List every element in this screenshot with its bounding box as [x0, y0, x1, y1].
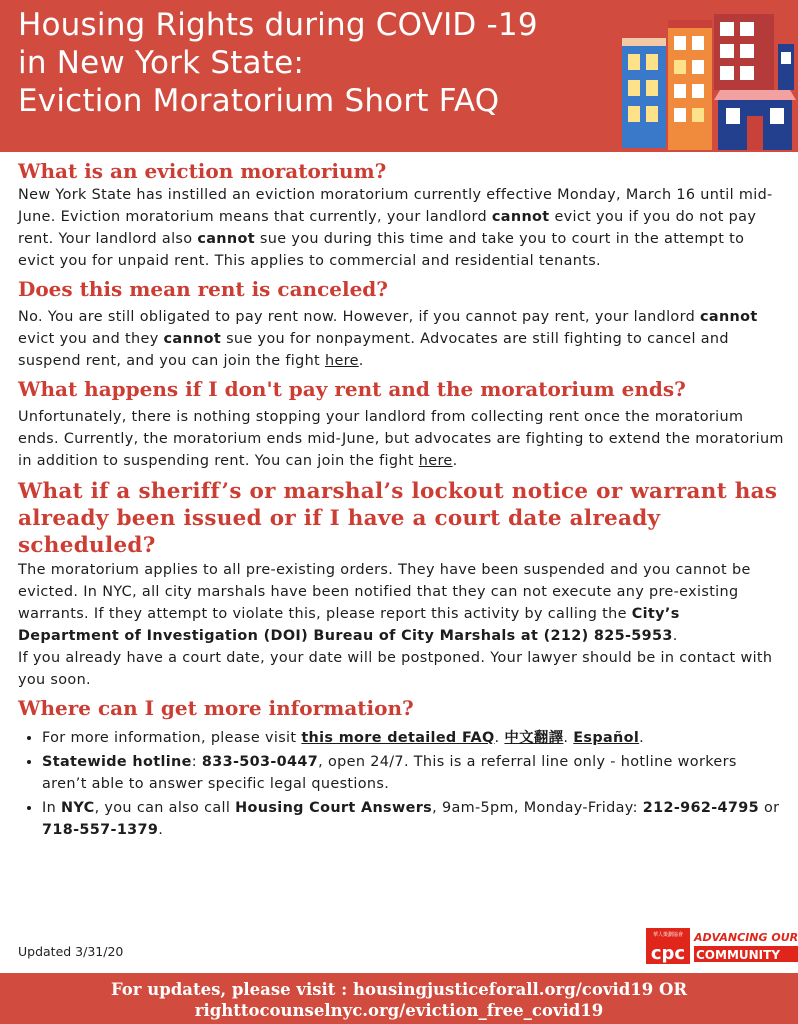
footer-banner — [0, 973, 798, 1024]
logo-mark: cpc — [650, 943, 686, 964]
section-heading: What is an eviction moratorium? — [18, 159, 387, 183]
faq-section-1 — [18, 158, 784, 272]
logo-line-2: COMMUNITY — [696, 948, 781, 962]
footer-line-1: For updates, please visit : housingjusticeforall.org/covid19 OR — [110, 980, 688, 999]
section-body: New York State has instilled an eviction moratorium currently effective Monday, March 16 until mid-June. Eviction moratorium means that currently, your landlord cannot evict you if you do not pay rent. Your landlord also cannot sue you during this time and take you to court in the attempt to evict you for unpaid rent. This applies to commercial and residential tenants. — [18, 187, 773, 269]
section-heading: What happens if I don't pay rent and the moratorium ends? — [18, 377, 686, 401]
section-heading: What if a sheriff’s or marshal’s lockout notice or warrant has already been issued or if I have a court date already scheduled? — [18, 479, 778, 558]
header-banner — [0, 0, 798, 152]
chinese-translation-link[interactable]: 中文翻譯 — [504, 730, 564, 746]
logo-chinese: 華人策劃協會 — [652, 932, 684, 938]
page-title — [18, 6, 628, 120]
title-line-1: Housing Rights during COVID -19 — [18, 7, 538, 43]
updated-date: Updated 3/31/20 — [18, 944, 124, 959]
section-body: The moratorium applies to all pre-existing orders. They have been suspended and you cannot be evicted. In NYC, all city marshals have been notified that they can not execute any pre-existing warrants. If they attempt to violate this, please report this activity by calling the City’s Department of Investigation (DOI) Bureau of City Marshals at (212) 825-5953. — [18, 562, 751, 644]
list-item: • Statewide hotline: 833-503-0447, open 24/7. This is a referral line only - hotline workers aren’t able to answer specific legal questions. — [42, 751, 784, 795]
faq-section-4 — [18, 478, 784, 691]
faq-section-2 — [18, 276, 784, 372]
faq-section-3 — [18, 376, 784, 472]
faq-section-5 — [18, 695, 784, 841]
section-body: No. You are still obligated to pay rent now. However, if you cannot pay rent, your landlord cannot evict you and they cannot sue you for nonpayment. Advocates are still fighting to cancel and suspend rent, and you can join the fight here. — [18, 309, 758, 369]
spanish-link[interactable]: Español — [573, 730, 640, 746]
section-heading: Where can I get more information? — [18, 696, 414, 720]
section-body-2: If you already have a court date, your date will be postponed. Your lawyer should be in contact with you soon. — [18, 650, 773, 688]
list-item: • In NYC, you can also call Housing Court Answers, 9am-5pm, Monday-Friday: 212-962-4795 or 718-557-1379. — [42, 797, 784, 841]
list-item: • For more information, please visit this more detailed FAQ. 中文翻譯. Español. — [42, 727, 784, 749]
info-list — [18, 727, 784, 841]
section-heading: Does this mean rent is canceled? — [18, 277, 389, 301]
footer-line-2[interactable]: righttocounselnyc.org/eviction_free_covid19 — [194, 1001, 604, 1020]
join-fight-link[interactable]: here — [324, 353, 359, 369]
title-line-3: Eviction Moratorium Short FAQ — [18, 83, 500, 119]
cpc-logo — [646, 926, 798, 966]
title-line-2: in New York State: — [18, 45, 305, 81]
join-fight-link[interactable]: here — [418, 453, 453, 469]
detailed-faq-link[interactable]: this more detailed FAQ — [301, 730, 495, 746]
logo-line-1: ADVANCING OUR — [694, 931, 798, 944]
section-body: Unfortunately, there is nothing stopping your landlord from collecting rent once the moratorium ends. Currently, the moratorium ends mid-June, but advocates are fighting to extend the moratorium in addition to suspending rent. You can join the fight here. — [18, 409, 784, 469]
buildings-illustration — [620, 4, 796, 150]
faq-content — [18, 158, 784, 845]
